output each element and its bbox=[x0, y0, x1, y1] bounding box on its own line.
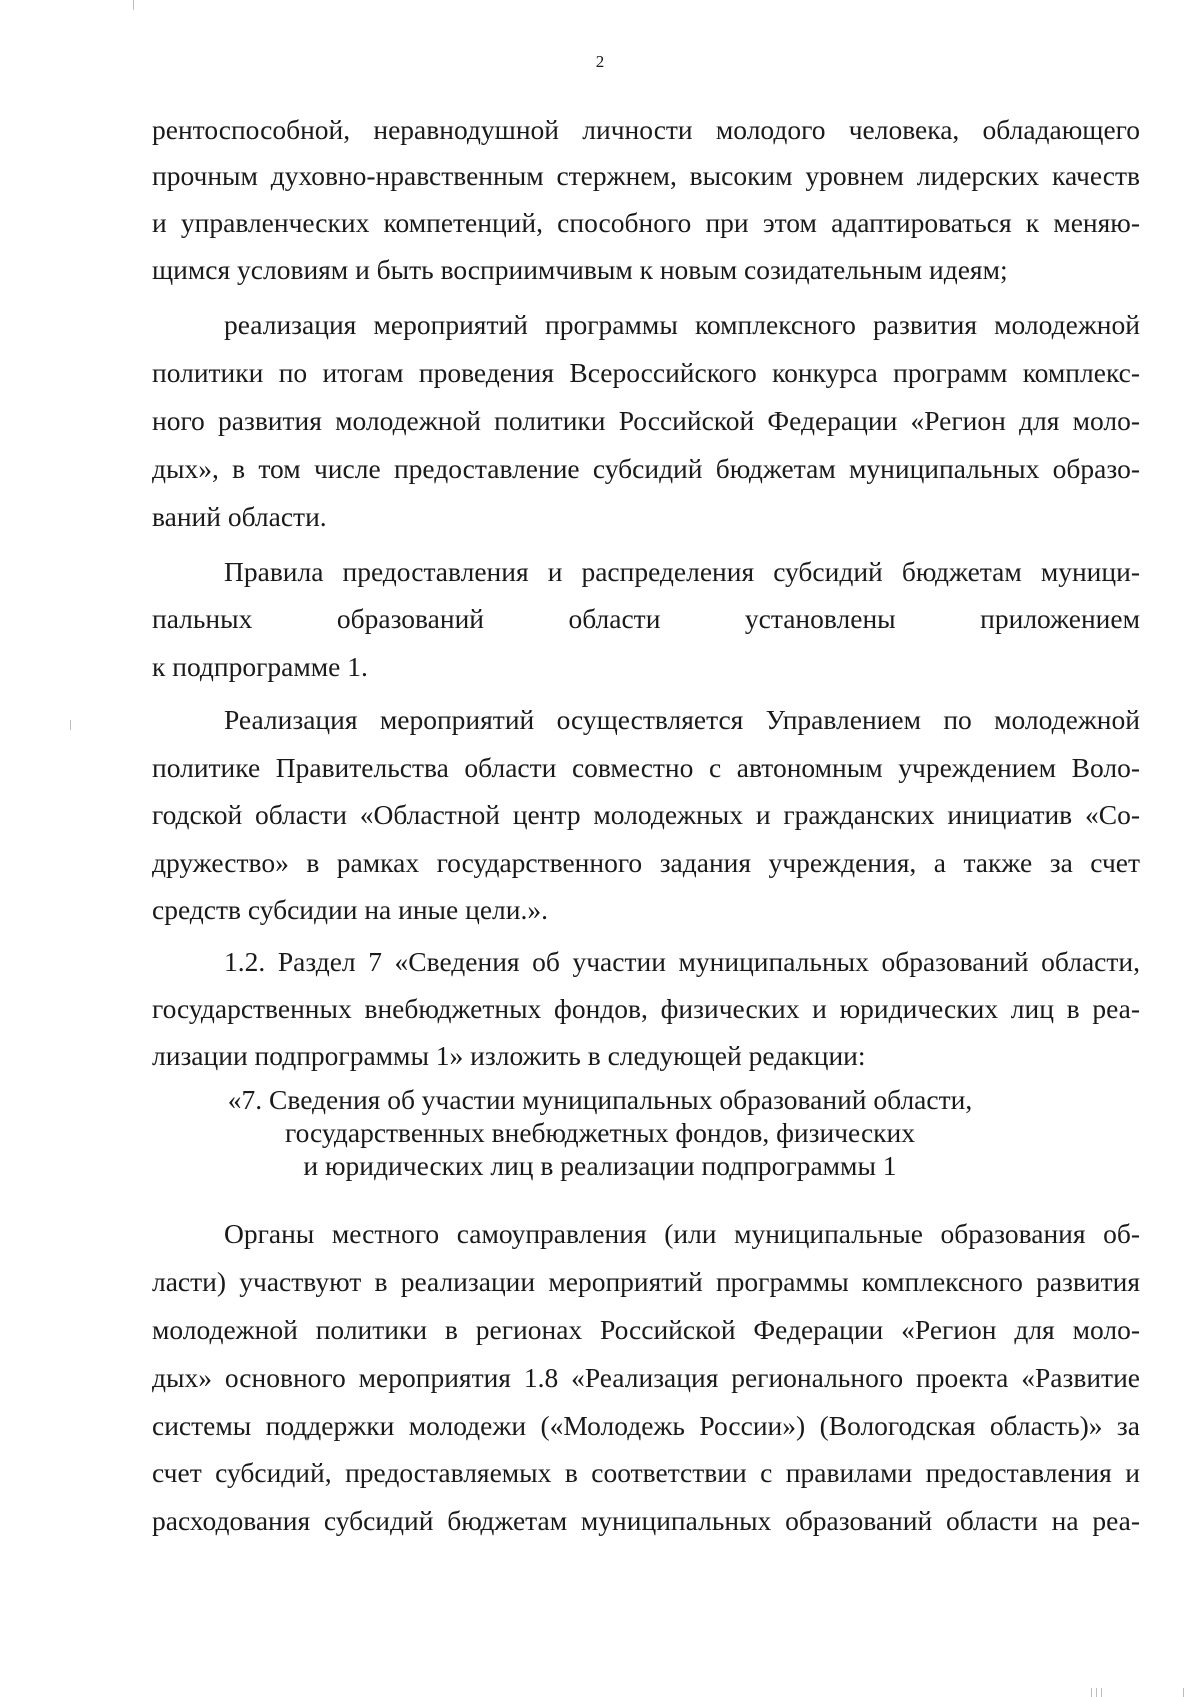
scan-mark-bottom-2 bbox=[1096, 1688, 1097, 1697]
paragraph-4-line-3: годской области «Областной центр молодежных и гражданских инициатив «Со- bbox=[152, 799, 1140, 830]
scan-mark-left bbox=[70, 720, 71, 730]
paragraph-4-line-1: Реализация мероприятий осуществляется Управлением по молодежной bbox=[224, 704, 1140, 735]
paragraph-3-line-1: Правила предоставления и распределения субсидий бюджетам муници- bbox=[224, 556, 1140, 587]
paragraph-5-line-1: 1.2. Раздел 7 «Сведения об участии муниципальных образований области, bbox=[224, 946, 1140, 977]
paragraph-4-line-4: дружество» в рамках государственного задания учреждения, а также за счет bbox=[152, 847, 1140, 878]
paragraph-2-line-3: ного развития молодежной политики Российской Федерации «Регион для моло- bbox=[152, 405, 1140, 436]
scan-mark-bottom-4 bbox=[1183, 1688, 1184, 1697]
paragraph-6-line-3: молодежной политики в регионах Российской Федерации «Регион для моло- bbox=[152, 1314, 1140, 1345]
paragraph-4-line-2: политике Правительства области совместно с автономным учреждением Воло- bbox=[152, 752, 1140, 783]
paragraph-1-line-1: рентоспособной, неравнодушной личности молодого человека, обладающего bbox=[152, 114, 1140, 145]
paragraph-6-line-7: расходования субсидий бюджетам муниципальных образований области на реа- bbox=[152, 1505, 1140, 1536]
scan-mark-bottom-3 bbox=[1101, 1688, 1102, 1697]
section-heading-line-3: и юридических лиц в реализации подпрограммы 1 bbox=[303, 1150, 897, 1181]
paragraph-5-line-3: лизации подпрограммы 1» изложить в следующей редакции: bbox=[152, 1040, 866, 1071]
section-heading-line-2: государственных внебюджетных фондов, физических bbox=[285, 1117, 915, 1148]
paragraph-2-line-5: ваний области. bbox=[152, 501, 327, 532]
paragraph-6-line-5: системы поддержки молодежи («Молодежь России») (Вологодская область)» за bbox=[152, 1410, 1140, 1441]
paragraph-1-line-4: щимся условиям и быть восприимчивым к новым созидательным идеям; bbox=[152, 254, 1008, 285]
scan-mark-top bbox=[133, 0, 134, 10]
paragraph-1-line-3: и управленческих компетенций, способного при этом адаптироваться к меняю- bbox=[152, 207, 1140, 238]
paragraph-6-line-1: Органы местного самоуправления (или муниципальные образования об- bbox=[224, 1218, 1140, 1249]
paragraph-2-line-2: политики по итогам проведения Всероссийского конкурса программ комплекс- bbox=[152, 357, 1140, 388]
paragraph-6-line-6: счет субсидий, предоставляемых в соответствии с правилами предоставления и bbox=[152, 1457, 1140, 1488]
paragraph-3-line-3: к подпрограмме 1. bbox=[152, 651, 368, 682]
scan-mark-bottom-1 bbox=[1091, 1688, 1092, 1697]
paragraph-5-line-2: государственных внебюджетных фондов, физических и юридических лиц в реа- bbox=[152, 993, 1140, 1024]
paragraph-1-line-2: прочным духовно-нравственным стержнем, высоким уровнем лидерских качеств bbox=[152, 160, 1140, 191]
paragraph-6-line-4: дых» основного мероприятия 1.8 «Реализация регионального проекта «Развитие bbox=[152, 1362, 1140, 1393]
paragraph-4-line-5: средств субсидии на иные цели.». bbox=[152, 894, 548, 925]
paragraph-3-line-2: пальных образований области установлены приложением bbox=[152, 603, 1140, 634]
paragraph-6-line-2: ласти) участвуют в реализации мероприятий программы комплексного развития bbox=[152, 1266, 1140, 1297]
section-heading-line-1: «7. Сведения об участии муниципальных образований области, bbox=[227, 1084, 973, 1115]
page-number: 2 bbox=[595, 52, 605, 71]
paragraph-2-line-4: дых», в том числе предоставление субсидий бюджетам муниципальных образо- bbox=[152, 453, 1140, 484]
paragraph-2-line-1: реализация мероприятий программы комплексного развития молодежной bbox=[224, 309, 1140, 340]
